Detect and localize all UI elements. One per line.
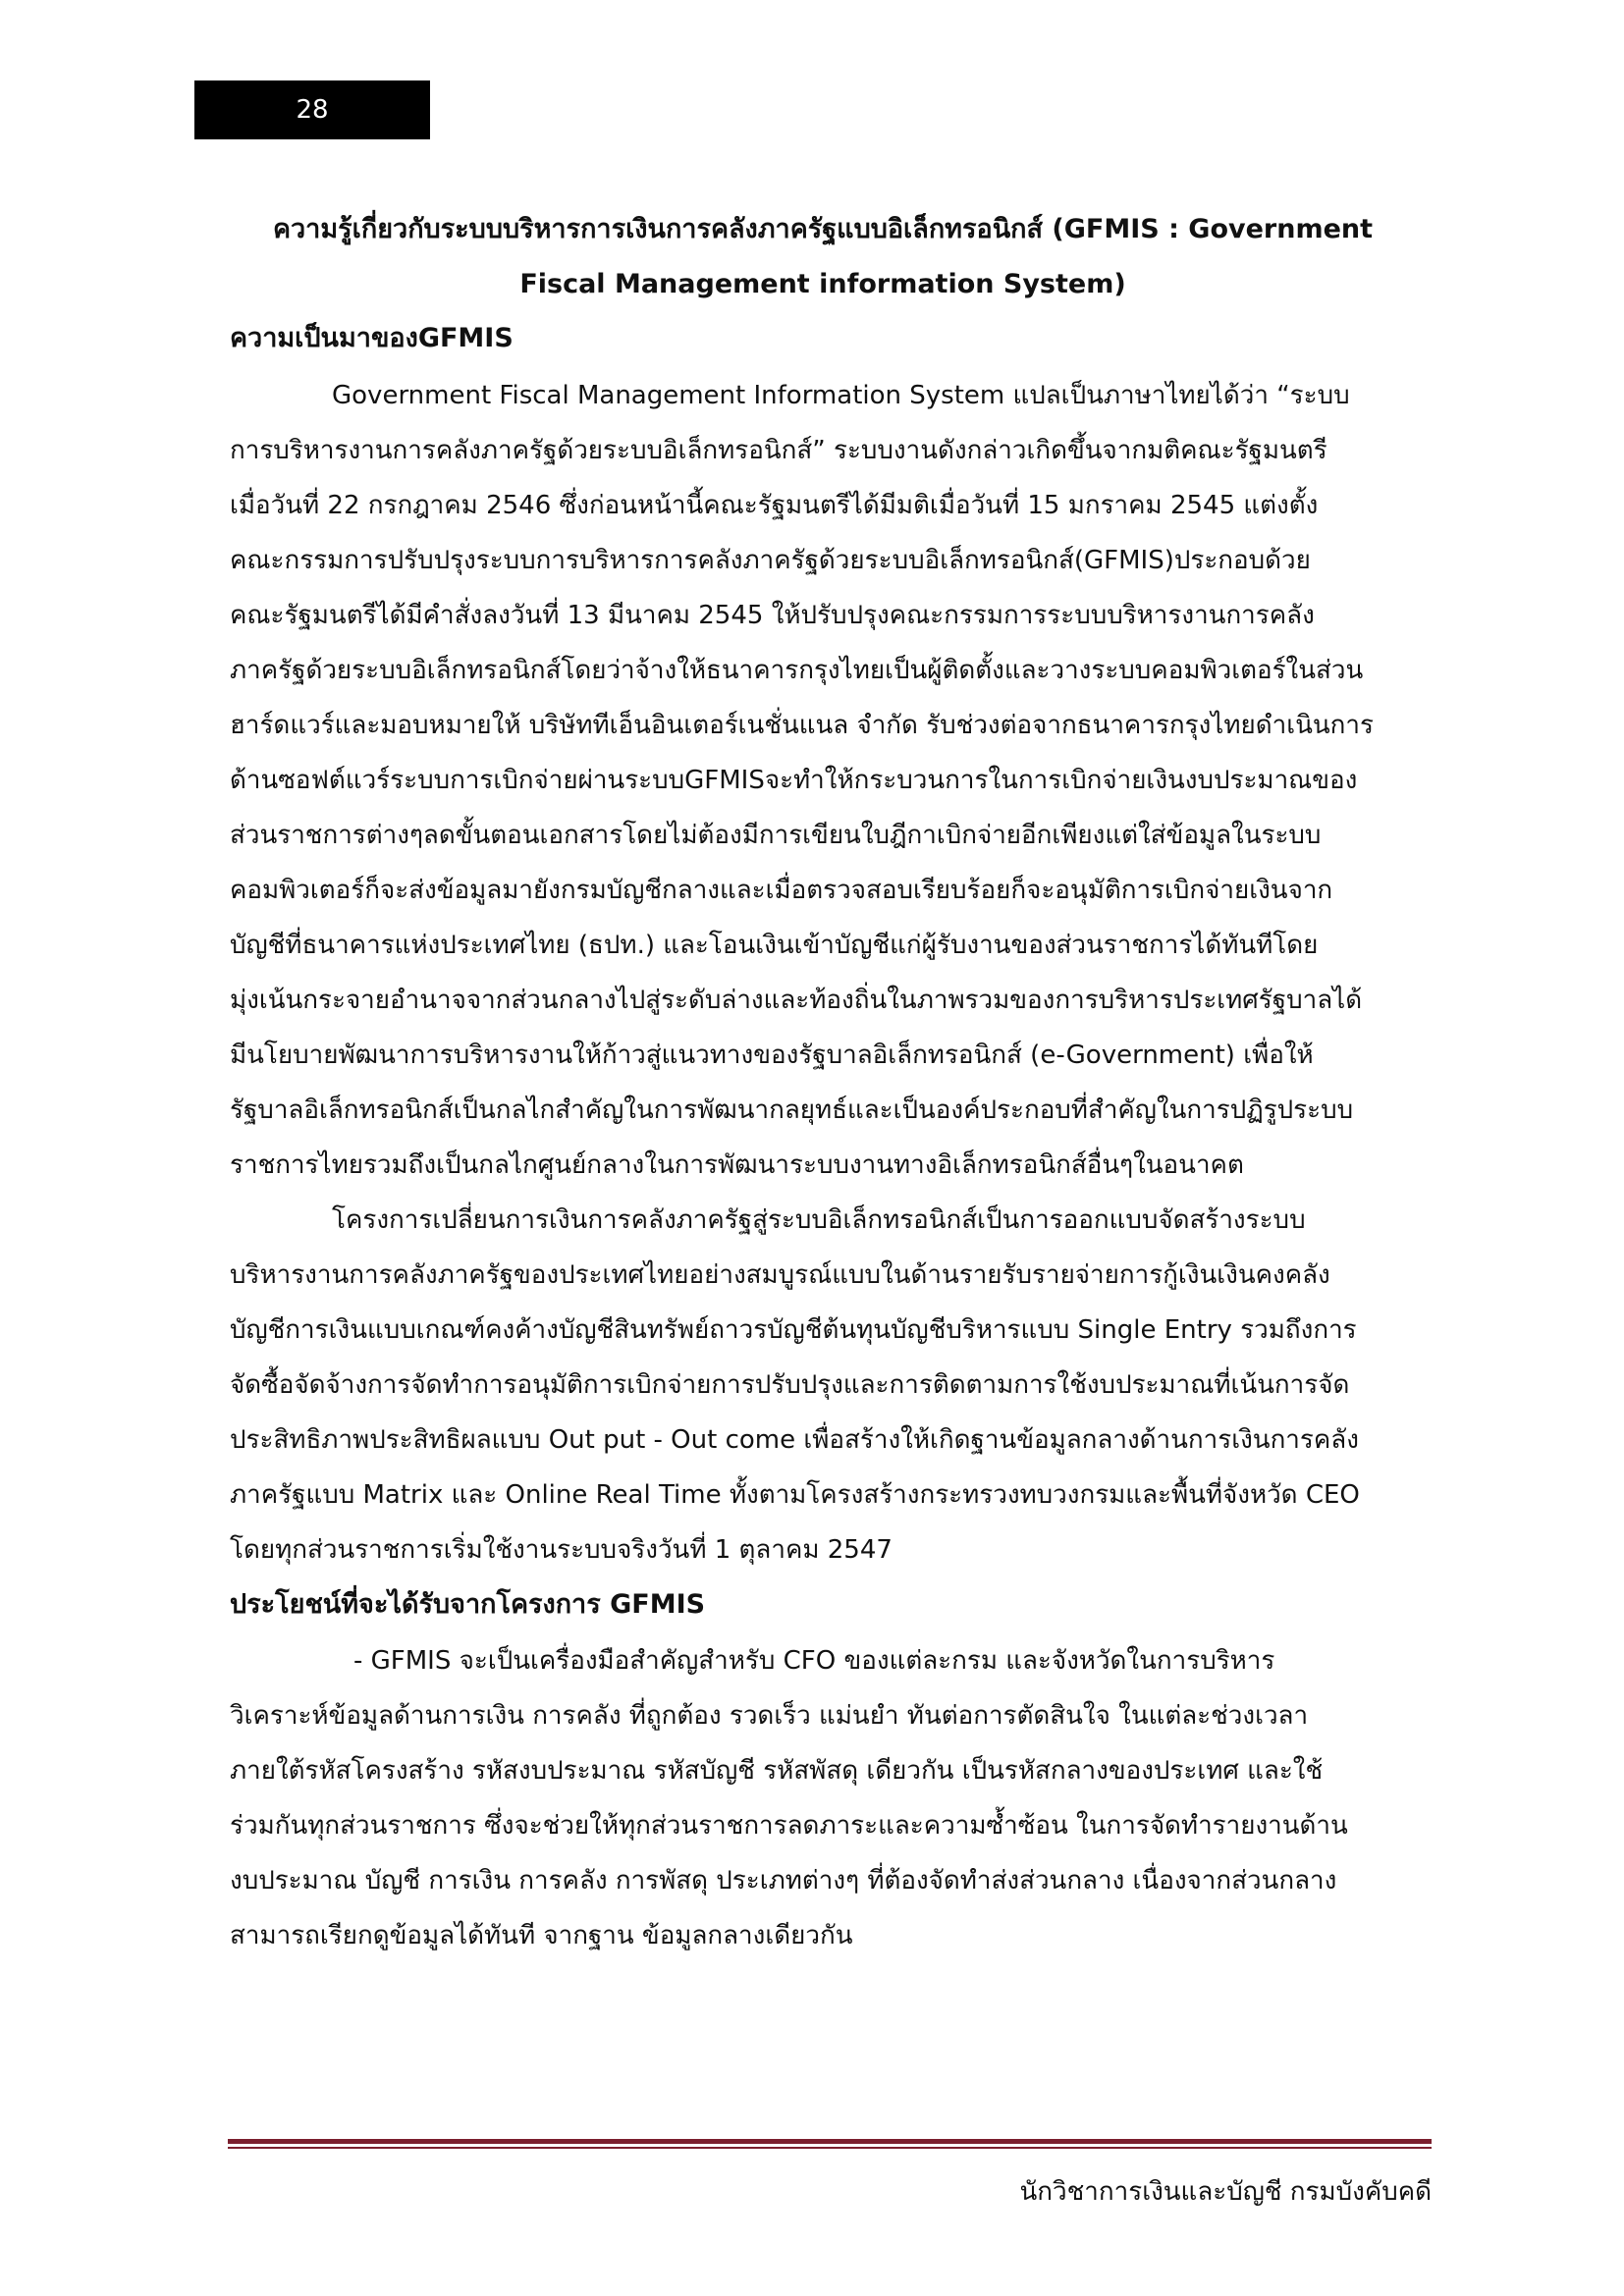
section-heading-history: ความเป็นมาของGFMIS: [230, 323, 514, 353]
paragraph-line: วิเคราะห์ข้อมูลด้านการเงิน การคลัง ที่ถูกต้อง รวดเร็ว แม่นยำ ทันต่อการตัดสินใจ ในแต่ละช่วงเวลา: [230, 1701, 1309, 1731]
paragraph-line: บัญชีการเงินแบบเกณฑ์คงค้างบัญชีสินทรัพย์ถาวรบัญชีต้นทุนบัญชีบริหารแบบ Single Entry รวมถึงการ: [230, 1315, 1357, 1345]
section-heading-benefits: ประโยชน์ที่จะได้รับจากโครงการ GFMIS: [230, 1589, 706, 1620]
page-number: 28: [194, 80, 430, 139]
paragraph-line: ราชการไทยรวมถึงเป็นกลไกศูนย์กลางในการพัฒนาระบบงานทางอิเล็กทรอนิกส์อื่นๆในอนาคต: [230, 1150, 1244, 1180]
paragraph-line: รัฐบาลอิเล็กทรอนิกส์เป็นกลไกสำคัญในการพัฒนากลยุทธ์และเป็นองค์ประกอบที่สำคัญในการปฏิรูประบบ: [230, 1095, 1354, 1125]
footer-divider-thin: [228, 2147, 1432, 2149]
paragraph-line: ประสิทธิภาพประสิทธิผลแบบ Out put - Out come เพื่อสร้างให้เกิดฐานข้อมูลกลางด้านการเงินการคลัง: [230, 1425, 1359, 1455]
paragraph-line: บริหารงานการคลังภาครัฐของประเทศไทยอย่างสมบูรณ์แบบในด้านรายรับรายจ่ายการกู้เงินเงินคงคลัง: [230, 1260, 1330, 1290]
document-title-line-1: ความรู้เกี่ยวกับระบบบริหารการเงินการคลังภาครัฐแบบอิเล็กทรอนิกส์ (GFMIS : Government: [272, 214, 1374, 244]
paragraph-line: งบประมาณ บัญชี การเงิน การคลัง การพัสดุ ประเภทต่างๆ ที่ต้องจัดทำส่งส่วนกลาง เนื่องจากส่วนกลาง: [230, 1866, 1337, 1896]
footer-department: นักวิชาการเงินและบัญชี กรมบังคับคดี: [1019, 2177, 1432, 2207]
paragraph-line: ด้านซอฟต์แวร์ระบบการเบิกจ่ายผ่านระบบGFMISจะทำให้กระบวนการในการเบิกจ่ายเงินงบประมาณของ: [230, 766, 1358, 795]
paragraph-line: การบริหารงานการคลังภาครัฐด้วยระบบอิเล็กทรอนิกส์” ระบบงานดังกล่าวเกิดขึ้นจากมติคณะรัฐมนตรี: [230, 436, 1327, 465]
paragraph-line: มุ่งเน้นกระจายอำนาจจากส่วนกลางไปสู่ระดับล่างและท้องถิ่นในภาพรวมของการบริหารประเทศรัฐบาลได้: [230, 986, 1363, 1015]
paragraph-line: ภายใต้รหัสโครงสร้าง รหัสงบประมาณ รหัสบัญชี รหัสพัสดุ เดียวกัน เป็นรหัสกลางของประเทศ และใช้: [230, 1756, 1324, 1786]
paragraph-line: ภาครัฐด้วยระบบอิเล็กทรอนิกส์โดยว่าจ้างให้ธนาคารกรุงไทยเป็นผู้ติดตั้งและวางระบบคอมพิวเตอร์ในส่วน: [230, 656, 1364, 685]
paragraph-line: ส่วนราชการต่างๆลดขั้นตอนเอกสารโดยไม่ต้องมีการเขียนใบฎีกาเบิกจ่ายอีกเพียงแต่ใส่ข้อมูลในระบบ: [230, 821, 1322, 850]
paragraph-line: ฮาร์ดแวร์และมอบหมายให้ บริษัททีเอ็นอินเตอร์เนชั่นแนล จำกัด รับช่วงต่อจากธนาคารกรุงไทยดำเนินการ: [230, 711, 1374, 740]
paragraph-line: โดยทุกส่วนราชการเริ่มใช้งานระบบจริงวันที่ 1 ตุลาคม 2547: [230, 1535, 893, 1565]
paragraph-line: Government Fiscal Management Information System แปลเป็นภาษาไทยได้ว่า “ระบบ: [332, 381, 1350, 410]
paragraph-line: โครงการเปลี่ยนการเงินการคลังภาครัฐสู่ระบบอิเล็กทรอนิกส์เป็นการออกแบบจัดสร้างระบบ: [332, 1205, 1306, 1235]
document-title-line-2: Fiscal Management information System): [519, 269, 1126, 299]
paragraph-line: คอมพิวเตอร์ก็จะส่งข้อมูลมายังกรมบัญชีกลางและเมื่อตรวจสอบเรียบร้อยก็จะอนุมัติการเบิกจ่ายเงินจาก: [230, 876, 1333, 905]
paragraph-line: - GFMIS จะเป็นเครื่องมือสำคัญสำหรับ CFO ของแต่ละกรม และจังหวัดในการบริหาร: [353, 1646, 1275, 1676]
paragraph-line: เมื่อวันที่ 22 กรกฎาคม 2546 ซึ่งก่อนหน้านี้คณะรัฐมนตรีได้มีมติเมื่อวันที่ 15 มกราคม 2545 แต่งตั้ง: [230, 491, 1319, 520]
paragraph-line: สามารถเรียกดูข้อมูลได้ทันที จากฐาน ข้อมูลกลางเดียวกัน: [230, 1921, 853, 1950]
paragraph-line: จัดซื้อจัดจ้างการจัดทำการอนุมัติการเบิกจ่ายการปรับปรุงและการติดตามการใช้งบประมาณที่เน้นการจัด: [230, 1370, 1350, 1400]
footer-divider: [228, 2139, 1432, 2144]
paragraph-line: ภาครัฐแบบ Matrix และ Online Real Time ทั้งตามโครงสร้างกระทรวงทบวงกรมและพื้นที่จังหวัด CEO: [230, 1480, 1360, 1510]
paragraph-line: คณะรัฐมนตรีได้มีคำสั่งลงวันที่ 13 มีนาคม 2545 ให้ปรับปรุงคณะกรรมการระบบบริหารงานการคลัง: [230, 601, 1315, 630]
paragraph-line: คณะกรรมการปรับปรุงระบบการบริหารการคลังภาครัฐด้วยระบบอิเล็กทรอนิกส์(GFMIS)ประกอบด้วย: [230, 546, 1311, 575]
paragraph-line: มีนโยบายพัฒนาการบริหารงานให้ก้าวสู่แนวทางของรัฐบาลอิเล็กทรอนิกส์ (e-Government) เพื่อให้: [230, 1041, 1314, 1070]
paragraph-line: บัญชีที่ธนาคารแห่งประเทศไทย (ธปท.) และโอนเงินเข้าบัญชีแก่ผู้รับงานของส่วนราชการได้ทันทีโดย: [230, 931, 1319, 960]
paragraph-line: ร่วมกันทุกส่วนราชการ ซึ่งจะช่วยให้ทุกส่วนราชการลดภาระและความซ้ำซ้อน ในการจัดทำรายงานด้าน: [230, 1811, 1348, 1841]
